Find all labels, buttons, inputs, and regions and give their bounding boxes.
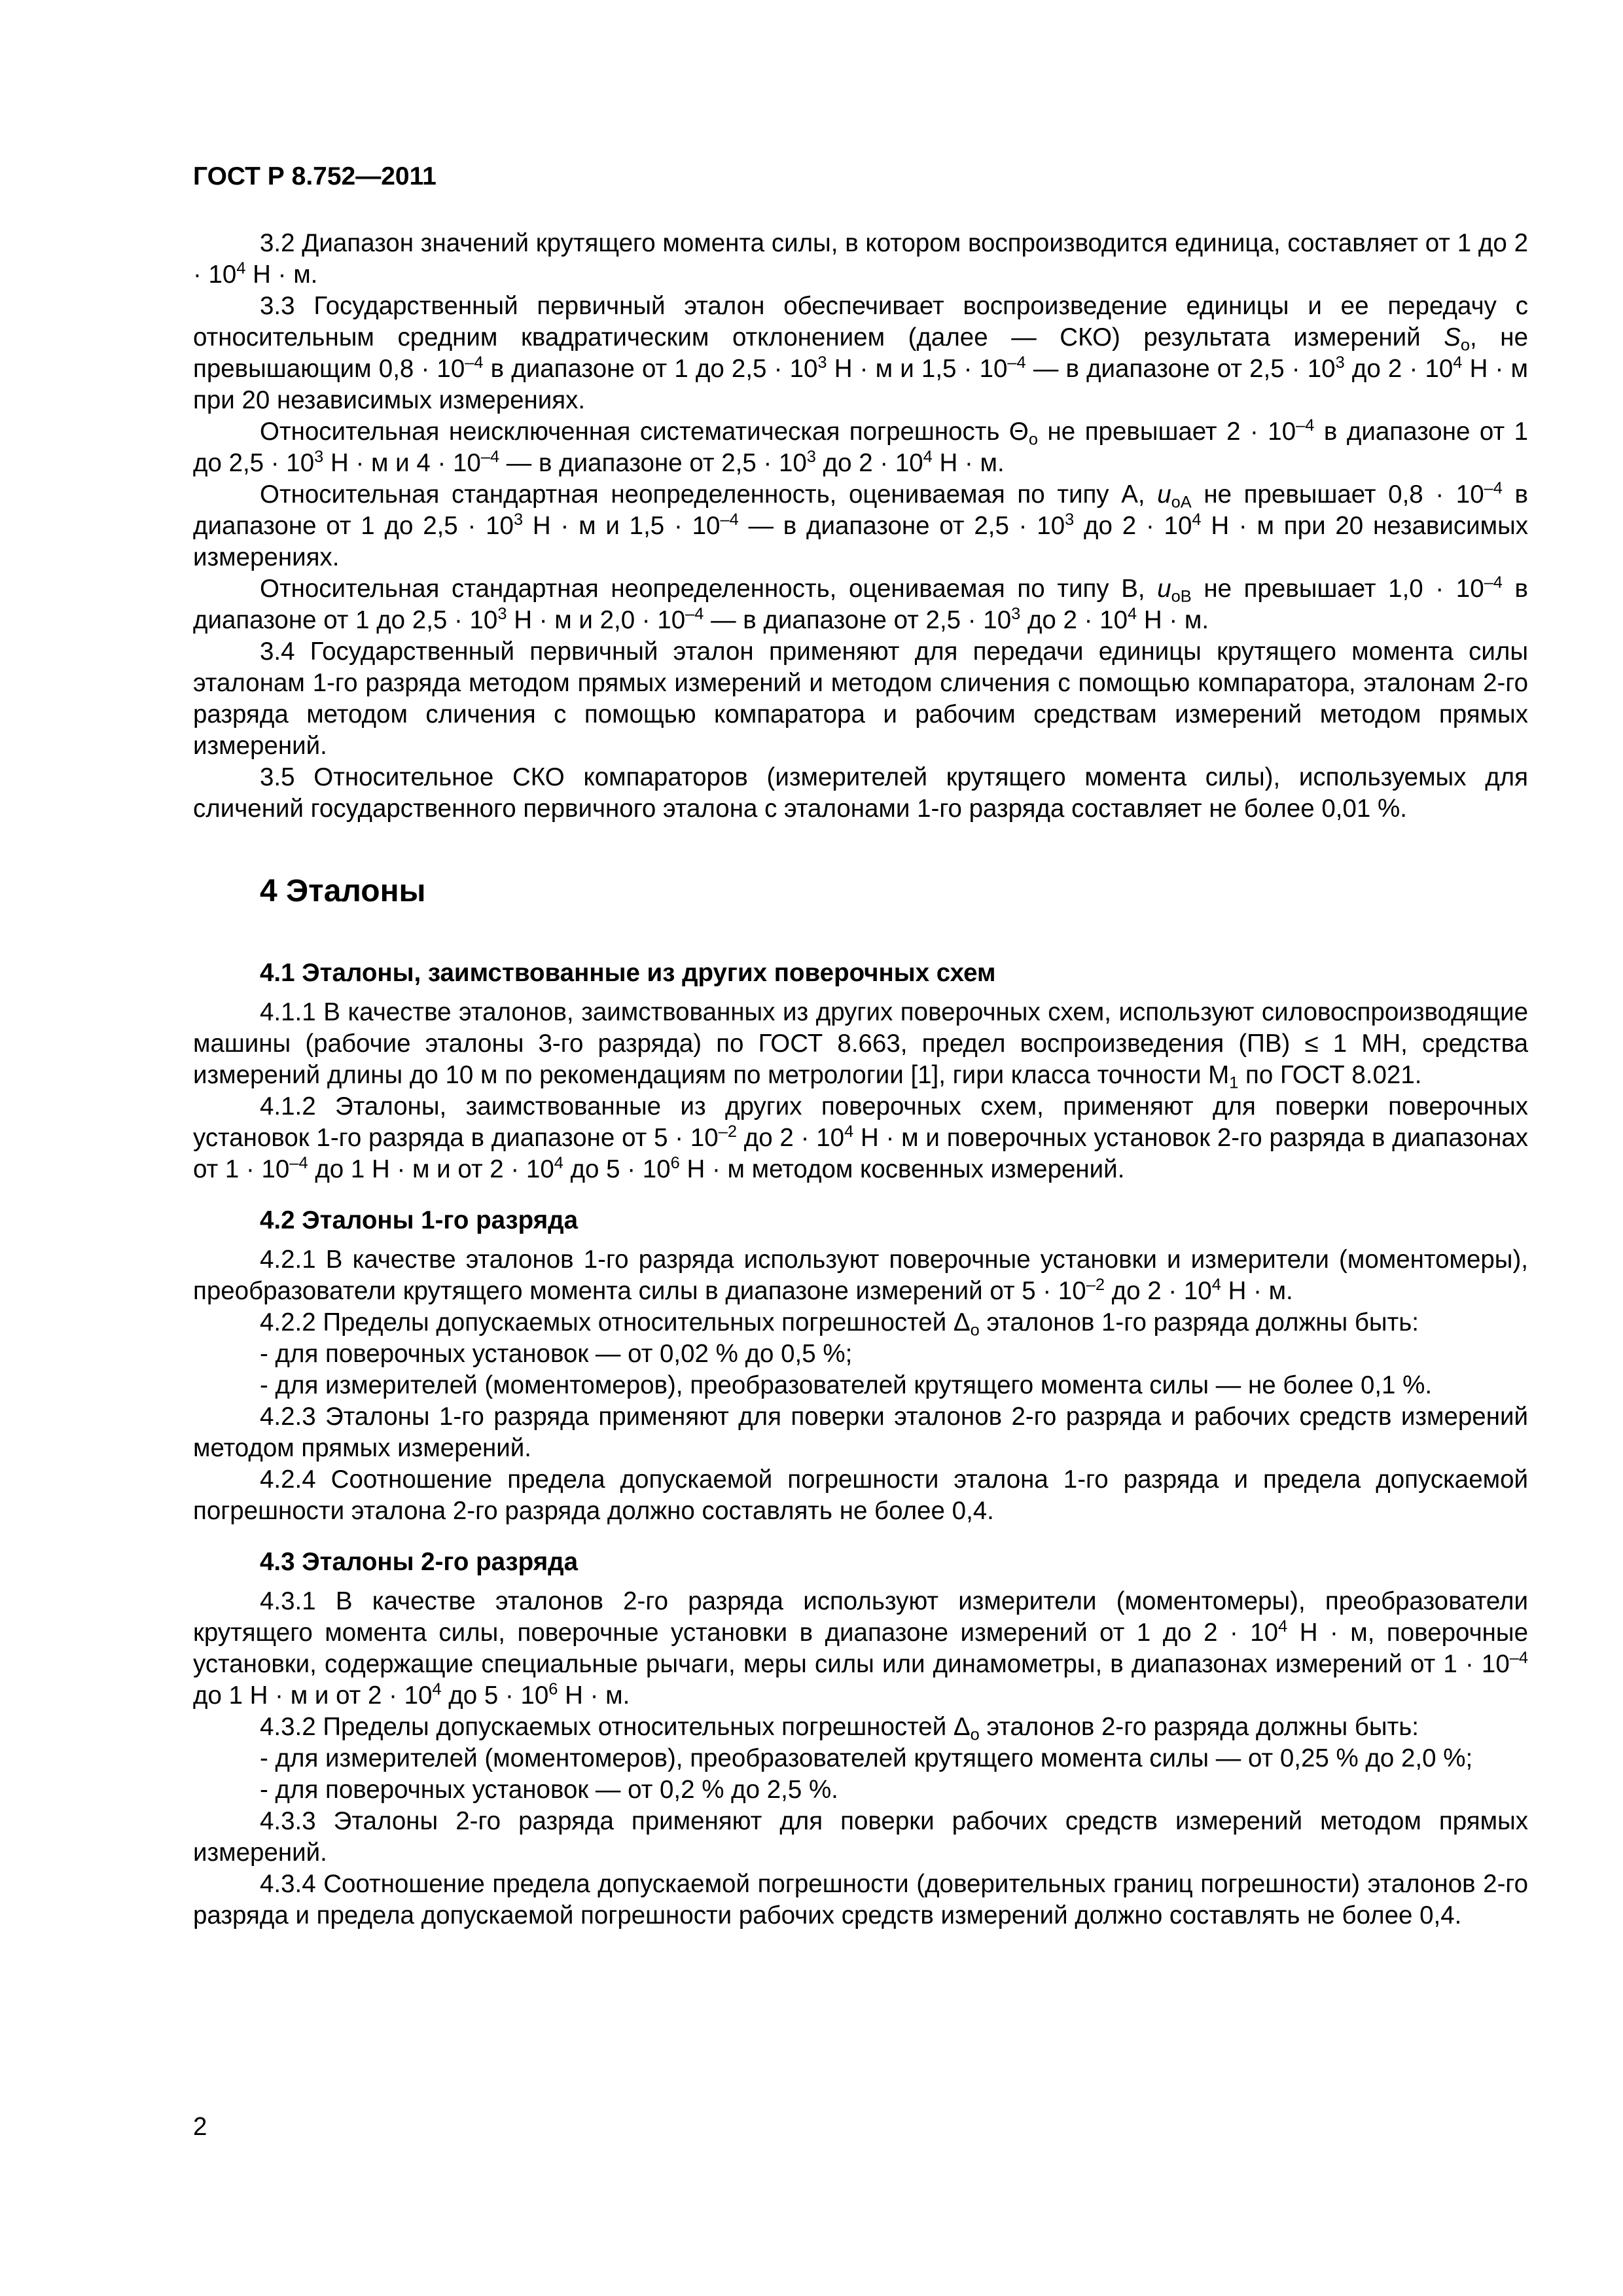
paragraph: 3.3 Государственный первичный эталон обеспечивает воспроизведение единицы и ее передачу с относительным средним квадратическим отклонением (далее — СКО) результата измерений $S_o$, не превышающим $0,8 \cdot 10^{-4}$ в диапазоне от 1 до $2,5 \cdot 10^3$ Н · м и $1,5 \cdot 10^{-4}$ — в диапазоне от $2,5 \cdot 10^3$ до $2 \cdot 10^4$ Н · м при 20 независимых измерениях. <box>193 292 1528 414</box>
paragraph: 4.2.1 В качестве эталонов 1-го разряда используют поверочные установки и измерители (моментомеры), преобразователи крутящего момента силы в диапазоне измерений от $5 \cdot 10^{-2}$ до $2 \cdot 10^4$ Н · м. <box>193 1246 1528 1305</box>
paragraph: - для поверочных установок — от 0,02 % до 0,5 %; <box>260 1340 853 1368</box>
paragraph: - для поверочных установок — от 0,2 % до 2,5 %. <box>260 1776 838 1804</box>
paragraph: 4.1.2 Эталоны, заимствованные из других поверочных схем, применяют для поверки поверочных установок 1-го разряда в диапазоне от $5 \cdot 10^{-2}$ до $2 \cdot 10^4$ Н · м и поверочных установок 2-го разряда в диапазонах от $1 \cdot 10^{-4}$ до 1 Н · м и от $2 \cdot 10^4$ до $5 \cdot 10^6$ Н · м методом косвенных измерений. <box>193 1092 1528 1183</box>
document-body <box>193 228 1528 1931</box>
paragraph: 4.3.1 В качестве эталонов 2-го разряда используют измерители (моментомеры), преобразователи крутящего момента силы, поверочные установки в диапазоне измерений от 1 до $2 \cdot 10^4$ Н · м, поверочные установки, содержащие специальные рычаги, меры силы или динамометры, в диапазонах измерений от $1 \cdot 10^{-4}$ до 1 Н · м и от $2 \cdot 10^4$ до $5 \cdot 10^6$ Н · м. <box>193 1587 1528 1710</box>
paragraph: 4.2.2 Пределы допускаемых относительных погрешностей $\Delta_o$ эталонов 1-го разряда должны быть: <box>260 1308 1419 1340</box>
paragraph: 4.2.4 Соотношение предела допускаемой погрешности эталона 1-го разряда и предела допускаемой погрешности эталона 2-го разряда должно составлять не более 0,4. <box>193 1465 1528 1525</box>
subsection-heading: 4.2 Эталоны 1-го разряда <box>260 1206 579 1234</box>
document-page <box>193 162 1528 1931</box>
section-heading: 4 Эталоны <box>260 874 426 908</box>
subsection-heading: 4.1 Эталоны, заимствованные из других поверочных схем <box>260 959 996 987</box>
paragraph: 4.2.3 Эталоны 1-го разряда применяют для поверки эталонов 2-го разряда и рабочих средств измерений методом прямых измерений. <box>193 1403 1528 1462</box>
paragraph: 3.5 Относительное СКО компараторов (измерителей крутящего момента силы), используемых для сличений государственного первичного эталона с эталонами 1-го разряда составляет не более 0,01 %. <box>193 763 1528 823</box>
paragraph: 4.3.2 Пределы допускаемых относительных погрешностей $\Delta_o$ эталонов 2-го разряда должны быть: <box>260 1713 1419 1744</box>
paragraph: 3.4 Государственный первичный эталон применяют для передачи единицы крутящего момента силы эталонам 1-го разряда методом прямых измерений и методом сличения с помощью компаратора, эталонам 2-го разряда методом сличения с помощью компаратора и рабочим средствам измерений методом прямых измерений. <box>193 637 1528 760</box>
paragraph: Относительная неисключенная систематическая погрешность $\Theta_o$ не превышает $2 \cdot 10^{-4}$ в диапазоне от 1 до $2,5 \cdot 10^3$ Н · м и $4 \cdot 10^{-4}$ — в диапазоне от $2,5 \cdot 10^3$ до $2 \cdot 10^4$ Н · м. <box>193 416 1528 477</box>
document-header: ГОСТ Р 8.752—2011 <box>193 162 437 190</box>
paragraph: 4.1.1 В качестве эталонов, заимствованных из других поверочных схем, используют силовоспроизводящие машины (рабочие эталоны 3-го разряда) по ГОСТ 8.663, предел воспроизведения (ПВ) ≤ 1 МН, средства измерений длины до 10 м по рекомендациям по метрологии [1], гири класса точности $М_1$ по ГОСТ 8.021. <box>193 998 1528 1092</box>
paragraph: - для измерителей (моментомеров), преобразователей крутящего момента силы — не более 0,1 %. <box>260 1371 1433 1399</box>
page-number: 2 <box>193 2113 207 2141</box>
paragraph: 4.3.4 Соотношение предела допускаемой погрешности (доверительных границ погрешности) эталонов 2-го разряда и предела допускаемой погрешности рабочих средств измерений должно составлять не более 0,4. <box>193 1870 1528 1929</box>
paragraph: 4.3.3 Эталоны 2-го разряда применяют для поверки рабочих средств измерений методом прямых измерений. <box>193 1807 1528 1867</box>
paragraph: Относительная стандартная неопределенность, оцениваемая по типу А, $u_{oA}$ не превышает $0,8 \cdot 10^{-4}$ в диапазоне от 1 до $2,5 \cdot 10^3$ Н · м и $1,5 \cdot 10^{-4}$ — в диапазоне от $2,5 \cdot 10^3$ до $2 \cdot 10^4$ Н · м при 20 независимых измерениях. <box>193 479 1528 571</box>
paragraph: 3.2 Диапазон значений крутящего момента силы, в котором воспроизводится единица, составляет от 1 до $2 \cdot 10^4$ Н · м. <box>193 229 1528 289</box>
subsection-heading: 4.3 Эталоны 2-го разряда <box>260 1548 579 1576</box>
paragraph: - для измерителей (моментомеров), преобразователей крутящего момента силы — от 0,25 % до 2,0 %; <box>260 1744 1473 1772</box>
paragraph: Относительная стандартная неопределенность, оцениваемая по типу В, $u_{oB}$ не превышает $1,0 \cdot 10^{-4}$ в диапазоне от 1 до $2,5 \cdot 10^3$ Н · м и $2,0 \cdot 10^{-4}$ — в диапазоне от $2,5 \cdot 10^3$ до $2 \cdot 10^4$ Н · м. <box>193 573 1528 634</box>
